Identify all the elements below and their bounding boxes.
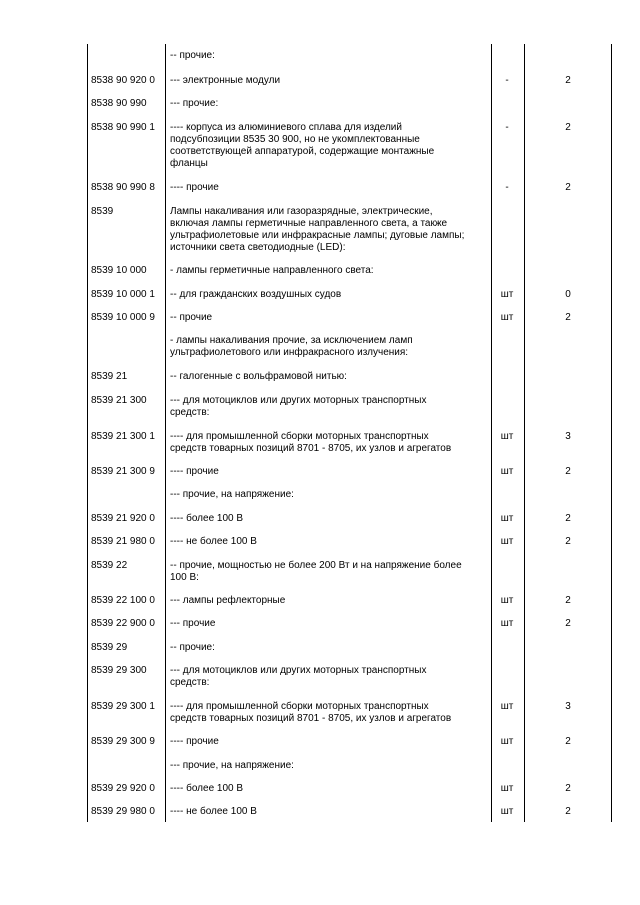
description-cell: - лампы герметичные направленного света: (170, 265, 374, 276)
code-cell: 8538 90 920 0 (91, 75, 155, 86)
table-border-left (87, 44, 88, 822)
code-cell: 8539 10 000 (91, 265, 147, 276)
description-cell: -- прочие: (170, 50, 215, 61)
duty-rate-cell: 2 (565, 75, 571, 86)
unit-cell: шт (500, 536, 514, 547)
unit-cell: шт (500, 595, 514, 606)
code-cell: 8539 29 300 1 (91, 701, 155, 712)
duty-rate-cell: 2 (565, 536, 571, 547)
duty-rate-cell: 2 (565, 618, 571, 629)
description-cell: ---- прочие (170, 466, 219, 477)
description-cell: -- прочие: (170, 642, 215, 653)
code-cell: 8539 29 300 9 (91, 736, 155, 747)
code-cell: 8538 90 990 (91, 98, 147, 109)
table-divider-desc (491, 44, 492, 822)
code-cell: 8539 29 300 (91, 665, 147, 676)
description-cell: ---- прочие (170, 736, 219, 747)
unit-cell: шт (500, 618, 514, 629)
description-cell: -- прочие (170, 312, 213, 323)
code-cell: 8538 90 990 8 (91, 182, 155, 193)
duty-rate-cell: 3 (565, 701, 571, 712)
code-cell: 8539 29 920 0 (91, 783, 155, 794)
duty-rate-cell: 2 (565, 736, 571, 747)
description-cell: -- галогенные с вольфрамовой нитью: (170, 371, 347, 382)
code-cell: 8539 22 (91, 560, 128, 571)
description-cell: --- прочие (170, 618, 216, 629)
code-cell: 8539 (91, 206, 114, 217)
unit-cell: шт (500, 513, 514, 524)
code-cell: 8539 10 000 9 (91, 312, 155, 323)
description-cell: --- электронные модули (170, 75, 281, 86)
duty-rate-cell: 2 (565, 783, 571, 794)
unit-cell: шт (500, 806, 514, 817)
unit-cell: - (505, 122, 509, 133)
table-divider-unit (524, 44, 525, 822)
description-cell: ---- прочие (170, 182, 219, 193)
description-cell: --- прочие, на напряжение: (170, 489, 294, 500)
description-cell: ---- для промышленной сборки моторных транспортных средств товарных позиций 8701 - 8705, их узлов и агрегатов (170, 701, 452, 724)
code-cell: 8539 21 300 (91, 395, 147, 406)
unit-cell: шт (500, 466, 514, 477)
description-cell: --- прочие, на напряжение: (170, 760, 294, 771)
description-cell: ---- не более 100 В (170, 536, 257, 547)
description-cell: ---- корпуса из алюминиевого сплава для изделий подсубпозиции 8535 30 900, но не укомплектованные соответствующей аппаратурой, содержащие монтажные фланцы (170, 122, 435, 169)
description-cell: --- прочие: (170, 98, 219, 109)
unit-cell: шт (500, 701, 514, 712)
unit-cell: шт (500, 431, 514, 442)
description-cell: -- прочие, мощностью не более 200 Вт и на напряжение более 100 В: (170, 560, 462, 583)
description-cell: - лампы накаливания прочие, за исключением ламп ультрафиолетового или инфракрасного излучения: (170, 335, 413, 358)
unit-cell: шт (500, 289, 514, 300)
code-cell: 8539 21 (91, 371, 128, 382)
code-cell: 8539 21 300 1 (91, 431, 155, 442)
description-cell: --- лампы рефлекторные (170, 595, 286, 606)
unit-cell: шт (500, 312, 514, 323)
unit-cell: - (505, 182, 509, 193)
duty-rate-cell: 2 (565, 466, 571, 477)
code-cell: 8539 22 900 0 (91, 618, 155, 629)
duty-rate-cell: 2 (565, 122, 571, 133)
description-cell: --- для мотоциклов или других моторных транспортных средств: (170, 665, 427, 688)
duty-rate-cell: 2 (565, 806, 571, 817)
duty-rate-cell: 2 (565, 312, 571, 323)
description-cell: --- для мотоциклов или других моторных транспортных средств: (170, 395, 427, 418)
code-cell: 8539 10 000 1 (91, 289, 155, 300)
duty-rate-cell: 3 (565, 431, 571, 442)
description-cell: ---- более 100 В (170, 783, 244, 794)
code-cell: 8539 22 100 0 (91, 595, 155, 606)
unit-cell: шт (500, 783, 514, 794)
code-cell: 8539 21 980 0 (91, 536, 155, 547)
table-border-right (611, 44, 612, 822)
duty-rate-cell: 2 (565, 513, 571, 524)
description-cell: Лампы накаливания или газоразрядные, электрические, включая лампы герметичные направленного света, а также ультрафиолетовые или инфракрасные лампы; дуговые лампы; источники света светодиодные (LED): (170, 206, 465, 253)
code-cell: 8539 29 980 0 (91, 806, 155, 817)
description-cell: -- для гражданских воздушных судов (170, 289, 342, 300)
duty-rate-cell: 2 (565, 182, 571, 193)
description-cell: ---- более 100 В (170, 513, 244, 524)
unit-cell: - (505, 75, 509, 86)
duty-rate-cell: 0 (565, 289, 571, 300)
unit-cell: шт (500, 736, 514, 747)
code-cell: 8539 21 920 0 (91, 513, 155, 524)
description-cell: ---- не более 100 В (170, 806, 257, 817)
code-cell: 8539 29 (91, 642, 128, 653)
code-cell: 8539 21 300 9 (91, 466, 155, 477)
code-cell: 8538 90 990 1 (91, 122, 155, 133)
duty-rate-cell: 2 (565, 595, 571, 606)
description-cell: ---- для промышленной сборки моторных транспортных средств товарных позиций 8701 - 8705, их узлов и агрегатов (170, 431, 452, 454)
table-divider-code (165, 44, 166, 822)
